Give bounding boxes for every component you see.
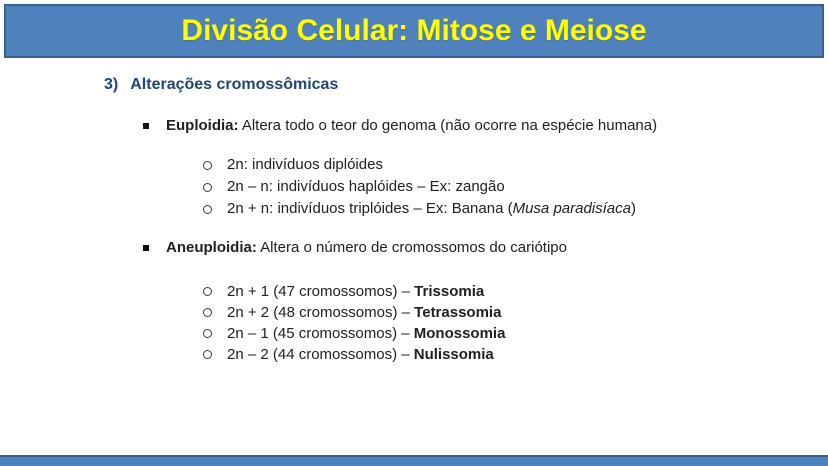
aneuploidia-description: Altera o número de cromossomos do cariótipo [256,239,567,256]
circle-bullet-icon [203,308,212,317]
list-item-text: 2n: indivíduos diplóides [227,156,383,173]
euploidia-sublist [203,154,636,220]
slide-title: Divisão Celular: Mitose e Meiose [181,14,647,47]
euploidia-description: Altera todo o teor do genoma (não ocorre na espécie humana) [238,117,658,134]
circle-bullet-icon [203,205,212,214]
circle-bullet-icon [203,350,212,359]
list-item [203,302,505,323]
list-item [203,323,505,344]
list-item-text: 2n – n: indivíduos haplóides – Ex: zangão [227,178,505,195]
list-item-text: 2n + 1 (47 cromossomos) – Trissomia [227,283,485,300]
aneuploidia-sublist [203,281,505,365]
bullet-aneuploidia [142,238,567,258]
list-item-text: 2n – 2 (44 cromossomos) – Nulissomia [227,346,494,363]
footer-bar [0,455,828,466]
circle-bullet-icon [203,329,212,338]
section-heading [104,76,338,94]
bullet-euploidia [142,116,657,136]
section-heading-label: Alterações cromossômicas [130,76,339,93]
circle-bullet-icon [203,287,212,296]
list-item [203,281,505,302]
square-bullet-icon [143,123,149,129]
list-item-text: 2n – 1 (45 cromossomos) – Monossomia [227,325,506,342]
list-item [203,154,636,176]
list-item-text: 2n + 2 (48 cromossomos) – Tetrassomia [227,304,502,321]
list-item [203,344,505,365]
section-number: 3) [104,76,119,93]
list-item [203,176,636,198]
term-aneuploidia: Aneuploidia: [166,239,257,256]
list-item-text: 2n + n: indivíduos triplóides – Ex: Banana (Musa paradisíaca) [227,200,636,217]
term-euploidia: Euploidia: [166,117,239,134]
square-bullet-icon [143,245,149,251]
title-bar [4,4,824,58]
list-item [203,198,636,220]
circle-bullet-icon [203,161,212,170]
circle-bullet-icon [203,183,212,192]
